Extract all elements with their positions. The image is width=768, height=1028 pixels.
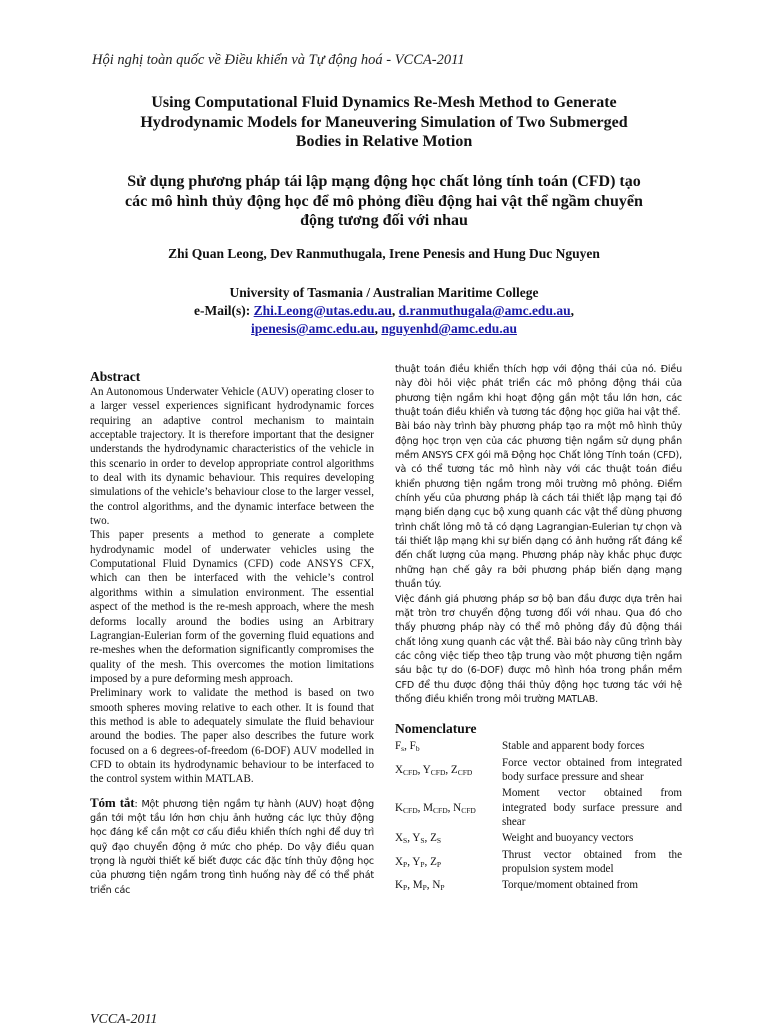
nomenclature-symbol: $X_{CFD}$, $Y_{CFD}$, $Z_{CFD}$	[395, 763, 473, 777]
tomtat-label: Tóm tắt	[90, 794, 135, 810]
nomenclature-symbol: $X_P$, $Y_P$, $Z_P$	[395, 855, 442, 869]
email-block: e-Mail(s): Zhi.Leong@utas.edu.au, d.ranmuthugala@amc.edu.au, ipenesis@amc.edu.au, nguyenhd@amc.edu.au	[194, 303, 574, 336]
email-link-penesis[interactable]: ipenesis@amc.edu.au	[251, 321, 375, 336]
nomenclature-symbol: $X_S$, $Y_S$, $Z_S$	[395, 832, 442, 846]
nomenclature-description: Weight and buoyancy vectors	[502, 832, 634, 845]
nomenclature-symbol: $K_P$, $M_P$, $N_P$	[395, 879, 445, 893]
nomenclature-description: Torque/moment obtained from	[502, 879, 639, 892]
email-link-leong[interactable]: Zhi.Leong@utas.edu.au	[253, 303, 392, 318]
right-column	[395, 363, 682, 895]
nomenclature-symbol: $K_{CFD}$, $M_{CFD}$, $N_{CFD}$	[395, 801, 476, 815]
paper-title	[60, 93, 708, 152]
nomenclature-list	[395, 739, 682, 892]
title-line: Using Computational Fluid Dynamics Re-Mesh Method to Generate	[151, 94, 617, 111]
abstract-heading: Abstract	[90, 369, 141, 384]
authors: Zhi Quan Leong, Dev Ranmuthugala, Irene Penesis and Hung Duc Nguyen	[168, 246, 600, 261]
paper-title-vietnamese	[60, 172, 708, 231]
title-vi-line: các mô hình thủy động học để mô phỏng điều động hai vật thể ngầm chuyển	[125, 192, 643, 210]
nomenclature-row	[395, 878, 682, 892]
title-line: Hydrodynamic Models for Maneuvering Simulation of Two Submerged	[140, 113, 628, 131]
nomenclature-description: Force vector obtained from integrated body surface pressure and shear	[502, 756, 682, 783]
tomtat-paragraph	[90, 796, 374, 898]
affiliation: University of Tasmania / Australian Maritime College	[229, 285, 539, 300]
nomenclature-description: Stable and apparent body forces	[502, 740, 645, 753]
nomenclature-row	[395, 786, 682, 829]
nomenclature-row	[395, 739, 682, 753]
nomenclature-description: Moment vector obtained from integrated body surface pressure and shear	[502, 787, 682, 828]
nomenclature-description: Thrust vector obtained from the propulsion system model	[502, 848, 682, 875]
title-line: Bodies in Relative Motion	[295, 133, 473, 150]
vietnamese-paragraph: Bài báo này trình bày phương pháp tạo ra một mô hình thủy động học trọn vẹn của các phương tiện ngầm sử dụng phần mềm ANSYS CFX gói mã Động học Chất lỏng Tính toán (CFD), và có thể tương tác mô hình này với các thuật toán điều khiển phương tiện ngầm trong môi trường mô phỏng. Điểm chính yếu của phương pháp là cách tái thiết lập mạng tại đó mạng biến dạng cục bộ xung quanh các vật thể dùng phương trình chất lỏng mô tả có dạng Lagrangian-Eulerian tự chọn và tái thiết lập mạng khi sự biến dạng có ảnh hưởng rất đáng kể đến chất lượng của mạng. Phương pháp này khắc phục được những hạn chế gây ra bởi phương pháp biến dạng mạng thuần túy.	[395, 421, 682, 591]
title-vi-line: động tương đối với nhau	[300, 212, 468, 229]
abstract-paragraph: Preliminary work to validate the method is based on two smooth spheres moving relative to each other. It is found that this method is able to adequately simulate the fluid behaviour around the bodies. The paper also describes the future work focused on a 6 degrees-of-freedom (6-DOF) AUV modelled in CFD to obtain its hydrodynamic behaviour to be interfaced to the control system within MATLAB.	[90, 687, 374, 786]
nomenclature-symbol: $F_s$, $F_b$	[395, 740, 420, 754]
nomenclature-row	[395, 756, 682, 785]
nomenclature-row	[395, 848, 682, 877]
email-link-ranmuthugala[interactable]: d.ranmuthugala@amc.edu.au	[398, 303, 571, 318]
nomenclature-heading: Nomenclature	[395, 721, 477, 737]
conference-header: Hội nghị toàn quốc về Điều khiển và Tự động hoá - VCCA-2011	[92, 52, 465, 68]
title-vi-line: Sử dụng phương pháp tái lập mạng động học chất lỏng tính toán (CFD) tạo	[127, 173, 641, 190]
left-column	[90, 369, 374, 898]
abstract-paragraph: An Autonomous Underwater Vehicle (AUV) operating closer to a larger vessel experiences significant hydrodynamic forces requiring an adaptive control mechanism to maintain acceptable trajectory. It is therefore important that the designer understands the hydrodynamic characteristics of the vehicle in this scenario in order to develop appropriate control algorithms to deal with its dynamic behaviour. This requires developing simulations of the vehicle’s behaviour close to the larger vessel, the control algorithms, and the dynamic interface between the two.	[90, 386, 374, 528]
abstract-paragraph: This paper presents a method to generate a complete hydrodynamic model of underwater vehicles using the Computational Fluid Dynamics (CFD) code ANSYS CFX, which can then be interfaced with the vehicle’s control algorithms within a simulation environment. The essential aspect of the method is the re-mesh approach, where the mesh deforms locally around the bodies using an Arbitrary Lagrangian-Eulerian form of the governing fluid equations and re-meshes when the deformation significantly compromises the quality of the mesh. This overcomes the motion limitations imposed by a pure deforming mesh approach.	[90, 529, 374, 685]
email-link-nguyen[interactable]: nguyenhd@amc.edu.au	[381, 321, 517, 336]
vietnamese-paragraph: Việc đánh giá phương pháp sơ bộ ban đầu được dựa trên hai mặt tròn trơ chuyển động tương đối với nhau. Qua đó cho thấy phương pháp này có thể mô phỏng đầy đủ động thái chất lỏng xung quanh các vật thể. Bài báo này cũng trình bày các công việc tiếp theo tập trung vào một phương tiện ngầm sáu bậc tự do (6-DOF) được mô hình hóa trong phần mềm CFD để thu được động thái thủy động học tương tác với hệ thống điều khiển trong môi trường MATLAB.	[395, 593, 682, 705]
tomtat-text: : Một phương tiện ngầm tự hành (AUV) hoạt động gần tới một tầu lớn hơn chịu ảnh hưởng các lực thủy động học đáng kể cần một cơ cấu điều khiển thích nghi để duy trì quỹ đạo chuyển động ở mức cho phép. Do vậy điều quan trọng là người thiết kế biết được các đặc tính thủy động học của phương tiện ngầm trong tình huống này để có thể phát triển các	[90, 798, 375, 896]
vietnamese-paragraph: thuật toán điều khiển thích hợp với động thái của nó. Điều này đòi hỏi việc phát triển các mô phỏng động thái của phương tiện ngầm khi hoạt động gần một tầu lớn hơn, các thuật toán điều khiển và tương tác động học giữa hai vật thể.	[395, 364, 682, 419]
email-label: e-Mail(s):	[194, 303, 251, 318]
nomenclature-row	[395, 831, 682, 845]
page-footer: VCCA-2011	[90, 1012, 158, 1027]
